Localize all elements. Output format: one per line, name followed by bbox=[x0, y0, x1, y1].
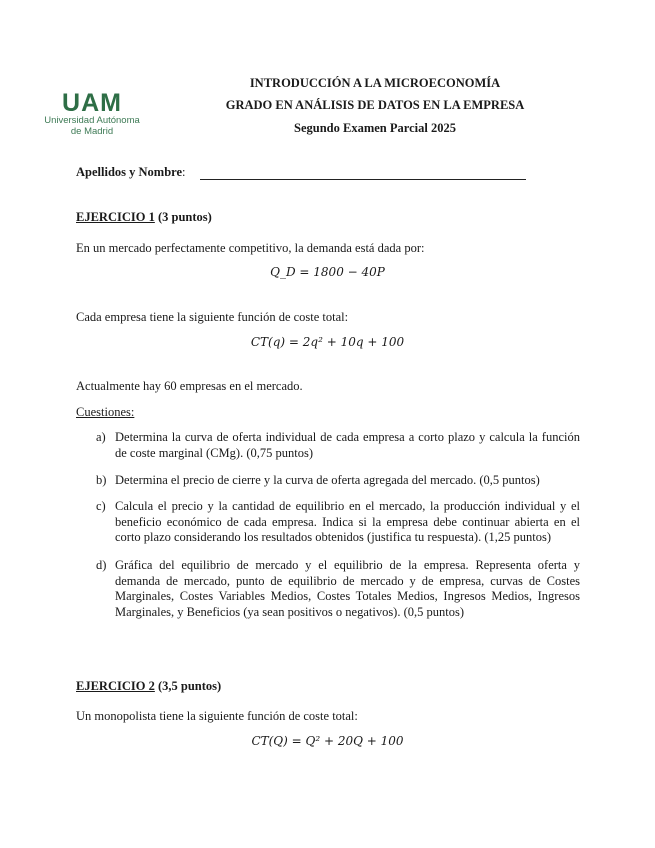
logo-line-2: de Madrid bbox=[70, 125, 114, 137]
question-text: Determina el precio de cierre y la curva de oferta agregada del mercado. (0,5 puntos) bbox=[115, 473, 540, 487]
demand-equation-text: Q_D = 1800 − 40P bbox=[270, 265, 385, 279]
ejercicio1-intro: En un mercado perfectamente competitivo, la demanda está dada por: bbox=[76, 241, 425, 255]
ejercicio1-points: (3 puntos) bbox=[157, 210, 212, 224]
name-field bbox=[76, 165, 186, 180]
ejercicio2-title: EJERCICIO 2 bbox=[76, 679, 155, 693]
exam-title: Segundo Examen Parcial 2025 bbox=[294, 121, 456, 135]
question-text: Calcula el precio y la cantidad de equilibrio en el mercado, la producción individual y el beneficio económico de cada empresa. Indica si la empresa debe continuar abierta en el corto plazo considerando los resultados obtenidos (justifica tu respuesta). (1,25 puntos) bbox=[115, 499, 580, 544]
question-text: Gráfica del equilibrio de mercado y el equilibrio de la empresa. Representa oferta y demanda de mercado, punto de equilibrio de mercado y de empresa, curvas de Costes Marginales, Costes Variables Medios, Costes Totales Medios, Ingresos Medios, Ingresos Marginales, y Beneficios (ya sean positivos o negativos). (0,5 puntos) bbox=[115, 558, 580, 619]
name-blank-line[interactable] bbox=[200, 179, 526, 180]
questions-label: Cuestiones: bbox=[76, 405, 135, 419]
ejercicio2-points: (3,5 puntos) bbox=[157, 679, 222, 693]
cost-equation bbox=[0, 335, 655, 349]
cost-intro: Cada empresa tiene la siguiente función de coste total: bbox=[76, 310, 349, 324]
firms-count: Actualmente hay 60 empresas en el mercado. bbox=[76, 379, 303, 393]
ejercicio1-title: EJERCICIO 1 bbox=[76, 210, 155, 224]
monopoly-cost-equation bbox=[0, 734, 655, 748]
ejercicio2-intro: Un monopolista tiene la siguiente función de coste total: bbox=[76, 709, 358, 723]
course-title: INTRODUCCIÓN A LA MICROECONOMÍA bbox=[249, 76, 501, 90]
cost-equation-text: CT(q) = 2q² + 10q + 100 bbox=[250, 335, 405, 349]
name-label: Apellidos y Nombre bbox=[76, 165, 183, 179]
question-letter: c) bbox=[96, 499, 106, 513]
question-letter: d) bbox=[96, 558, 107, 572]
logo-mark: UAM bbox=[62, 89, 122, 117]
question-letter: a) bbox=[96, 430, 106, 444]
degree-title: GRADO EN ANÁLISIS DE DATOS EN LA EMPRESA bbox=[225, 98, 525, 112]
name-colon: : bbox=[182, 165, 186, 179]
logo-line-1: Universidad Autónoma bbox=[44, 115, 140, 126]
question-text: Determina la curva de oferta individual de cada empresa a corto plazo y calcula la función de coste marginal (CMg). (0,75 puntos) bbox=[115, 430, 580, 460]
ejercicio2-heading bbox=[76, 679, 221, 694]
monopoly-cost-equation-text: CT(Q) = Q² + 20Q + 100 bbox=[251, 734, 404, 748]
question-letter: b) bbox=[96, 473, 107, 487]
ejercicio1-heading bbox=[76, 210, 212, 225]
demand-equation bbox=[0, 265, 655, 279]
uam-logo bbox=[36, 90, 148, 137]
